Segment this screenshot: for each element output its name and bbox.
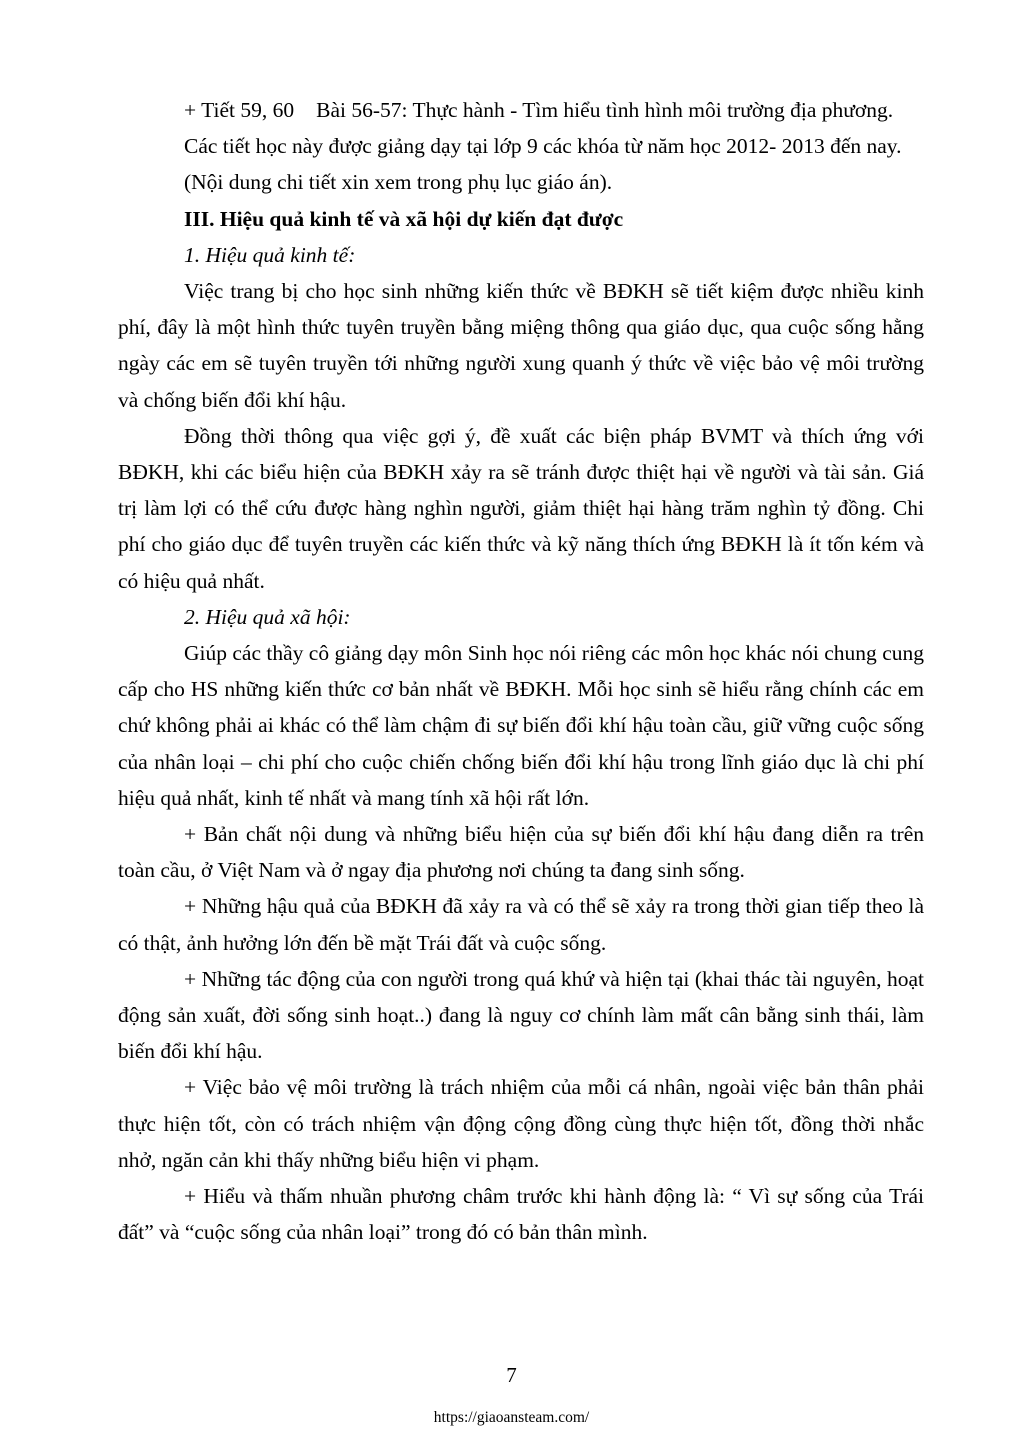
subheading-social-effect: 2. Hiệu quả xã hội: [184, 604, 351, 629]
bullet-climate-nature: + Bản chất nội dung và những biểu hiện của sự biến đổi khí hậu đang diễn ra trên toàn cầu, ở Việt Nam và ở ngay địa phương nơi chúng ta đang sinh sống. [118, 822, 924, 883]
section-heading-iii: III. Hiệu quả kinh tế và xã hội dự kiến đạt được [184, 206, 624, 231]
paragraph-taught-classes: Các tiết học này được giảng dạy tại lớp 9 các khóa từ năm học 2012- 2013 đến nay. [184, 134, 902, 159]
paragraph-lesson-59-60 [118, 92, 924, 128]
bullet-climate-consequences: + Những hậu quả của BĐKH đã xảy ra và có thể sẽ xảy ra trong thời gian tiếp theo là có thật, ảnh hưởng lớn đến bề mặt Trái đất và cuộc sống. [118, 894, 924, 955]
bullet-motto: + Hiểu và thấm nhuần phương châm trước khi hành động là: “ Vì sự sống của Trái đất” và “cuộc sống của nhân loại” trong đó có bản thân mình. [118, 1184, 924, 1245]
paragraph-social: Giúp các thầy cô giảng dạy môn Sinh học nói riêng các môn học khác nói chung cung cấp cho HS những kiến thức cơ bản nhất về BĐKH. Mỗi học sinh sẽ hiểu rằng chính các em chứ không phải ai khác có thể làm chậm đi sự biến đổi khí hậu toàn cầu, giữ vững cuộc sống của nhân loại – chi phí cho cuộc chiến chống biến đổi khí hậu trong lĩnh giáo dục là chi phí hiệu quả nhất, kinh tế nhất và mang tính xã hội rất lớn. [118, 641, 924, 810]
bullet-environment-responsibility: + Việc bảo vệ môi trường là trách nhiệm của mỗi cá nhân, ngoài việc bản thân phải thực hiện tốt, còn có trách nhiệm vận động cộng đồng cùng thực hiện tốt, đồng thời nhắc nhở, ngăn cản khi thấy những biểu hiện vi phạm. [118, 1075, 924, 1172]
page-number: 7 [506, 1363, 517, 1387]
paragraph-economic-2: Đồng thời thông qua việc gợi ý, đề xuất các biện pháp BVMT và thích ứng với BĐKH, khi các biểu hiện của BĐKH xảy ra sẽ tránh được thiệt hại về người và tài sản. Giá trị làm lợi có thể cứu được hàng nghìn người, giảm thiệt hại hàng trăm nghìn tỷ đồng. Chi phí cho giáo dục để tuyên truyền các kiến thức và kỹ năng thích ứng BĐKH là ít tốn kém và có hiệu quả nhất. [118, 423, 924, 593]
paragraph-appendix-note: (Nội dung chi tiết xin xem trong phụ lục giáo án). [184, 170, 613, 195]
bullet-human-impact: + Những tác động của con người trong quá khứ và hiện tại (khai thác tài nguyên, hoạt động sản xuất, đời sống sinh hoạt..) đang là nguy cơ chính làm mất cân bằng sinh thái, làm biến đổi khí hậu. [118, 966, 924, 1064]
body-text [118, 92, 924, 1251]
lesson-number: + Tiết 59, 60 [184, 98, 295, 122]
subheading-economic-effect: 1. Hiệu quả kinh tế: [184, 242, 356, 267]
lesson-title: Bài 56-57: Thực hành - Tìm hiểu tình hình môi trường địa phương. [316, 98, 894, 122]
paragraph-economic-1: Việc trang bị cho học sinh những kiến thức về BĐKH sẽ tiết kiệm được nhiều kinh phí, đây là một hình thức tuyên truyền bằng miệng thông qua giáo dục, qua cuộc sống hằng ngày các em sẽ tuyên truyền tới những người xung quanh ý thức về việc bảo vệ môi trường và chống biến đổi khí hậu. [118, 279, 924, 412]
footer-url[interactable]: https://giaoansteam.com/ [433, 1409, 590, 1426]
